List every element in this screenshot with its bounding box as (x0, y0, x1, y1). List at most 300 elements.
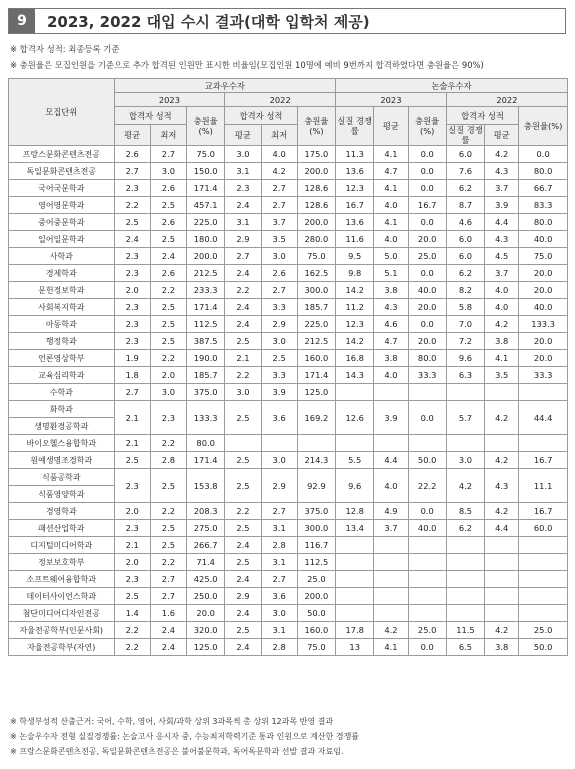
header-group-nonsul: 논술우수자 (336, 79, 568, 93)
table-cell: 50.0 (408, 452, 446, 469)
table-cell: 3.7 (374, 520, 408, 537)
table-cell: 2.5 (261, 350, 297, 367)
table-cell: 80.0 (187, 435, 225, 452)
table-cell: 2.3 (114, 299, 150, 316)
table-row (9, 350, 568, 367)
table-cell: 2.2 (150, 554, 186, 571)
table-cell: 4.1 (485, 350, 519, 367)
table-cell: 3.8 (485, 639, 519, 656)
table-cell: 2.5 (114, 452, 150, 469)
table-cell: 1.9 (114, 350, 150, 367)
header-avg: 평균 (114, 125, 150, 146)
note-2: ※ 충원율은 모집인원을 기준으로 추가 합격된 인원만 표시한 비율임(모집인원 10명에 예비 9번까지 합격하였다면 충원율은 90%) (10, 60, 484, 70)
table-cell: 20.0 (519, 282, 568, 299)
table-cell: 2.3 (114, 248, 150, 265)
empty-cell (336, 605, 374, 622)
table-cell: 2.2 (114, 197, 150, 214)
header-fill-rate: 충원율(%) (187, 107, 225, 146)
table-cell: 4.7 (374, 163, 408, 180)
table-cell: 5.5 (336, 452, 374, 469)
empty-cell (485, 384, 519, 401)
table-cell: 0.0 (408, 639, 446, 656)
table-row (9, 214, 568, 231)
table-cell: 20.0 (519, 333, 568, 350)
table-cell: 8.5 (446, 503, 484, 520)
table-cell: 208.3 (187, 503, 225, 520)
table-cell: 2.5 (150, 197, 186, 214)
table-row (9, 231, 568, 248)
table-cell: 3.0 (225, 384, 261, 401)
table-cell: 12.8 (336, 503, 374, 520)
table-cell: 162.5 (297, 265, 335, 282)
table-cell: 16.7 (519, 452, 568, 469)
empty-cell (485, 554, 519, 571)
unit-name: 국어국문학과 (9, 180, 115, 197)
table-cell: 13.6 (336, 163, 374, 180)
table-cell: 4.0 (485, 282, 519, 299)
table-cell: 6.5 (446, 639, 484, 656)
table-cell: 4.2 (446, 469, 484, 503)
empty-cell (336, 554, 374, 571)
table-cell: 2.1 (225, 350, 261, 367)
table-cell: 25.0 (408, 622, 446, 639)
header-year: 2023 (336, 93, 447, 107)
table-cell: 2.7 (150, 588, 186, 605)
table-cell: 16.8 (336, 350, 374, 367)
table-row (9, 520, 568, 537)
table-cell: 169.2 (297, 401, 335, 435)
table-cell: 4.2 (374, 622, 408, 639)
table-cell: 8.7 (446, 197, 484, 214)
table-cell: 300.0 (297, 282, 335, 299)
table-cell: 20.0 (519, 350, 568, 367)
table-cell: 4.5 (485, 248, 519, 265)
table-row (9, 503, 568, 520)
empty-cell (485, 571, 519, 588)
table-cell: 125.0 (187, 639, 225, 656)
empty-cell (374, 571, 408, 588)
table-cell: 16.7 (519, 503, 568, 520)
table-cell: 4.2 (485, 452, 519, 469)
table-row (9, 639, 568, 656)
table-cell: 0.0 (408, 180, 446, 197)
table-cell: 266.7 (187, 537, 225, 554)
empty-cell (261, 435, 297, 452)
table-cell: 2.0 (114, 503, 150, 520)
table-cell: 66.7 (519, 180, 568, 197)
table-cell: 2.2 (150, 350, 186, 367)
empty-cell (374, 588, 408, 605)
table-cell: 25.0 (297, 571, 335, 588)
unit-name: 생명환경공학과 (9, 418, 115, 435)
section-header (8, 8, 566, 34)
table-cell: 2.9 (261, 469, 297, 503)
empty-cell (485, 537, 519, 554)
unit-name: 패션산업학과 (9, 520, 115, 537)
table-cell: 2.7 (261, 282, 297, 299)
table-cell: 128.6 (297, 180, 335, 197)
table-cell: 4.0 (485, 299, 519, 316)
table-cell: 4.0 (261, 146, 297, 163)
table-cell: 2.5 (150, 537, 186, 554)
table-cell: 2.7 (114, 163, 150, 180)
table-cell: 0.0 (408, 265, 446, 282)
table-cell: 3.3 (261, 299, 297, 316)
table-cell: 2.3 (114, 333, 150, 350)
table-cell: 300.0 (297, 520, 335, 537)
table-cell: 5.8 (446, 299, 484, 316)
table-cell: 4.4 (374, 452, 408, 469)
table-cell: 2.5 (225, 452, 261, 469)
empty-cell (519, 554, 568, 571)
header-real-rate: 실질 경쟁률 (336, 107, 374, 146)
table-cell: 3.0 (261, 248, 297, 265)
table-cell: 4.6 (446, 214, 484, 231)
table-cell: 6.2 (446, 265, 484, 282)
table-cell: 11.1 (519, 469, 568, 503)
table-cell: 212.5 (297, 333, 335, 350)
empty-cell (446, 605, 484, 622)
header-year: 2022 (446, 93, 567, 107)
table-cell: 2.8 (261, 639, 297, 656)
table-cell: 14.3 (336, 367, 374, 384)
unit-name: 사학과 (9, 248, 115, 265)
table-cell: 3.0 (150, 384, 186, 401)
table-cell: 2.4 (225, 265, 261, 282)
table-cell: 4.1 (374, 146, 408, 163)
table-cell: 2.3 (114, 520, 150, 537)
empty-cell (225, 435, 261, 452)
empty-cell (408, 588, 446, 605)
table-cell: 2.5 (150, 469, 186, 503)
header-fill-rate: 충원율(%) (408, 107, 446, 146)
table-cell: 75.0 (187, 146, 225, 163)
footnote-3: ※ 프랑스문화콘텐츠전공, 독일문화콘텐츠전공은 불어불문학과, 독어독문학과 선발 결과 자료임. (10, 747, 344, 756)
table-cell: 2.7 (261, 503, 297, 520)
table-cell: 3.0 (261, 333, 297, 350)
table-row (9, 588, 568, 605)
table-cell: 2.6 (261, 265, 297, 282)
table-cell: 75.0 (519, 248, 568, 265)
table-cell: 2.8 (150, 452, 186, 469)
table-cell: 3.7 (485, 265, 519, 282)
table-cell: 3.7 (485, 180, 519, 197)
table-row (9, 401, 568, 418)
table-cell: 20.0 (408, 333, 446, 350)
unit-name: 경영학과 (9, 503, 115, 520)
table-cell: 8.2 (446, 282, 484, 299)
empty-cell (446, 588, 484, 605)
table-cell: 2.3 (225, 180, 261, 197)
table-cell: 12.6 (336, 401, 374, 435)
table-cell: 3.1 (261, 554, 297, 571)
table-cell: 387.5 (187, 333, 225, 350)
table-cell: 250.0 (187, 588, 225, 605)
unit-name: 디지털미디어학과 (9, 537, 115, 554)
empty-cell (446, 554, 484, 571)
table-cell: 11.6 (336, 231, 374, 248)
header-real-rate: 실질 경쟁률 (448, 125, 483, 145)
table-cell: 125.0 (297, 384, 335, 401)
table-cell: 116.7 (297, 537, 335, 554)
table-cell: 2.2 (114, 639, 150, 656)
unit-name: 데이터사이언스학과 (9, 588, 115, 605)
table-cell: 0.0 (408, 316, 446, 333)
table-cell: 0.0 (408, 401, 446, 435)
table-cell: 33.3 (408, 367, 446, 384)
table-cell: 2.5 (225, 622, 261, 639)
table-cell: 4.7 (374, 333, 408, 350)
table-cell: 2.5 (114, 214, 150, 231)
table-cell: 190.0 (187, 350, 225, 367)
table-cell: 2.3 (114, 571, 150, 588)
table-cell: 4.4 (485, 520, 519, 537)
table-cell: 4.1 (374, 214, 408, 231)
table-cell: 4.2 (485, 316, 519, 333)
table-cell: 175.0 (297, 146, 335, 163)
table-cell: 3.8 (485, 333, 519, 350)
table-cell: 171.4 (187, 452, 225, 469)
unit-name: 아동학과 (9, 316, 115, 333)
table-cell: 7.0 (446, 316, 484, 333)
table-cell: 2.7 (261, 571, 297, 588)
table-cell: 5.1 (374, 265, 408, 282)
table-cell: 13.6 (336, 214, 374, 231)
table-cell: 3.6 (261, 401, 297, 435)
table-cell: 3.1 (225, 214, 261, 231)
header-fill-rate: 충원율(%) (297, 107, 335, 146)
table-cell: 50.0 (519, 639, 568, 656)
table-row (9, 282, 568, 299)
table-cell: 60.0 (519, 520, 568, 537)
table-cell: 200.0 (187, 248, 225, 265)
table-cell: 2.9 (225, 231, 261, 248)
table-cell: 6.3 (446, 367, 484, 384)
table-cell: 275.0 (187, 520, 225, 537)
table-row (9, 367, 568, 384)
unit-name: 교육심리학과 (9, 367, 115, 384)
table-cell: 171.4 (297, 367, 335, 384)
table-cell: 200.0 (297, 588, 335, 605)
table-cell: 2.4 (150, 248, 186, 265)
empty-cell (519, 571, 568, 588)
table-cell: 171.4 (187, 299, 225, 316)
table-cell: 4.6 (374, 316, 408, 333)
table-cell: 2.0 (114, 554, 150, 571)
table-cell: 2.4 (225, 639, 261, 656)
table-cell: 40.0 (408, 520, 446, 537)
table-cell: 2.4 (225, 605, 261, 622)
empty-cell (408, 384, 446, 401)
table-cell: 2.3 (150, 401, 186, 435)
table-cell: 2.5 (150, 231, 186, 248)
table-cell: 3.0 (261, 605, 297, 622)
header-score: 합격자 성적 (114, 107, 186, 125)
table-cell: 2.0 (150, 367, 186, 384)
unit-name: 문헌정보학과 (9, 282, 115, 299)
table-cell: 4.2 (485, 622, 519, 639)
table-cell: 2.2 (225, 282, 261, 299)
table-cell: 150.0 (187, 163, 225, 180)
unit-name: 중어중문학과 (9, 214, 115, 231)
table-cell: 3.8 (374, 282, 408, 299)
table-cell: 7.2 (446, 333, 484, 350)
header-avg: 평균 (374, 107, 408, 146)
table-cell: 425.0 (187, 571, 225, 588)
unit-name: 원예생명조경학과 (9, 452, 115, 469)
table-row (9, 537, 568, 554)
table-cell: 4.2 (485, 401, 519, 435)
table-cell: 3.0 (150, 163, 186, 180)
empty-cell (336, 571, 374, 588)
table-cell: 11.3 (336, 146, 374, 163)
section-number: 9 (9, 9, 35, 33)
table-cell: 2.4 (225, 197, 261, 214)
empty-cell (446, 537, 484, 554)
footnote-1: ※ 학생부성적 산출근거: 국어, 수학, 영어, 사회/과학 상위 3과목씩 총 상위 12과목 반영 결과 (10, 717, 334, 726)
table-cell: 4.3 (485, 163, 519, 180)
table-cell: 2.1 (114, 537, 150, 554)
table-cell: 0.0 (519, 146, 568, 163)
table-cell: 0.0 (408, 503, 446, 520)
empty-cell (519, 605, 568, 622)
table-cell: 1.4 (114, 605, 150, 622)
table-cell: 80.0 (519, 214, 568, 231)
table-cell: 1.6 (150, 605, 186, 622)
table-cell: 3.0 (446, 452, 484, 469)
table-cell: 7.6 (446, 163, 484, 180)
table-cell: 4.3 (485, 469, 519, 503)
empty-cell (408, 554, 446, 571)
table-cell: 3.9 (485, 197, 519, 214)
table-row (9, 265, 568, 282)
header-group-gyogwa: 교과우수자 (114, 79, 335, 93)
table-cell: 128.6 (297, 197, 335, 214)
table-cell: 3.8 (374, 350, 408, 367)
table-cell: 2.9 (225, 588, 261, 605)
table-row (9, 571, 568, 588)
table-cell: 4.9 (374, 503, 408, 520)
table-cell: 180.0 (187, 231, 225, 248)
unit-name: 식품영양학과 (9, 486, 115, 503)
empty-cell (374, 435, 408, 452)
table-row (9, 384, 568, 401)
table-cell: 50.0 (297, 605, 335, 622)
table-cell: 4.4 (485, 214, 519, 231)
table-cell: 2.5 (225, 469, 261, 503)
table-cell: 3.5 (485, 367, 519, 384)
table-row (9, 197, 568, 214)
unit-name: 프랑스문화콘텐츠전공 (9, 146, 115, 163)
empty-cell (408, 537, 446, 554)
table-cell: 33.3 (519, 367, 568, 384)
table-cell: 4.0 (374, 231, 408, 248)
empty-cell (446, 435, 484, 452)
table-cell: 83.3 (519, 197, 568, 214)
empty-cell (446, 571, 484, 588)
unit-name: 자율전공학부(자연) (9, 639, 115, 656)
table-cell: 2.8 (261, 537, 297, 554)
unit-name: 행정학과 (9, 333, 115, 350)
table-cell: 0.0 (408, 146, 446, 163)
table-cell: 375.0 (297, 503, 335, 520)
table-cell: 2.4 (225, 299, 261, 316)
table-cell: 375.0 (187, 384, 225, 401)
table-cell: 11.2 (336, 299, 374, 316)
empty-cell (519, 537, 568, 554)
table-cell: 1.8 (114, 367, 150, 384)
table-cell: 2.2 (225, 503, 261, 520)
table-cell: 4.1 (374, 180, 408, 197)
unit-name: 화학과 (9, 401, 115, 418)
table-cell: 3.9 (374, 401, 408, 435)
table-cell: 2.5 (150, 520, 186, 537)
empty-cell (336, 588, 374, 605)
table-row (9, 452, 568, 469)
table-cell: 2.5 (114, 588, 150, 605)
table-cell: 9.8 (336, 265, 374, 282)
table-cell: 112.5 (297, 554, 335, 571)
table-cell: 2.7 (225, 248, 261, 265)
table-cell: 16.7 (336, 197, 374, 214)
table-cell: 44.4 (519, 401, 568, 435)
table-cell: 6.0 (446, 248, 484, 265)
table-row (9, 146, 568, 163)
table-cell: 3.1 (261, 622, 297, 639)
unit-name: 정보보호학부 (9, 554, 115, 571)
empty-cell (519, 588, 568, 605)
empty-cell (374, 537, 408, 554)
table-cell: 233.3 (187, 282, 225, 299)
table-cell: 9.5 (336, 248, 374, 265)
table-cell: 3.3 (261, 367, 297, 384)
unit-name: 독일문화콘텐츠전공 (9, 163, 115, 180)
table-row (9, 469, 568, 486)
table-cell: 5.0 (374, 248, 408, 265)
table-cell: 13 (336, 639, 374, 656)
table-cell: 40.0 (519, 299, 568, 316)
table-cell: 4.0 (374, 367, 408, 384)
table-cell: 25.0 (519, 622, 568, 639)
table-cell: 71.4 (187, 554, 225, 571)
empty-cell (485, 588, 519, 605)
table-cell: 2.7 (150, 571, 186, 588)
table-cell: 20.0 (408, 231, 446, 248)
table-row (9, 299, 568, 316)
table-cell: 75.0 (297, 248, 335, 265)
table-cell: 80.0 (408, 350, 446, 367)
table-cell: 2.5 (225, 401, 261, 435)
table-cell: 75.0 (297, 639, 335, 656)
table-cell: 2.0 (114, 282, 150, 299)
empty-cell (408, 571, 446, 588)
table-cell: 2.5 (150, 316, 186, 333)
table-cell: 20.0 (519, 265, 568, 282)
header-avg: 평균 (485, 125, 519, 146)
table-cell: 40.0 (519, 231, 568, 248)
table-cell: 2.4 (114, 231, 150, 248)
table-cell: 2.7 (150, 146, 186, 163)
table-row (9, 333, 568, 350)
table-cell: 14.2 (336, 333, 374, 350)
table-row (9, 248, 568, 265)
table-row (9, 316, 568, 333)
empty-cell (408, 435, 446, 452)
header-unit: 모집단위 (9, 79, 115, 146)
table-cell: 2.4 (225, 571, 261, 588)
table-cell: 2.2 (150, 435, 186, 452)
unit-name: 경제학과 (9, 265, 115, 282)
